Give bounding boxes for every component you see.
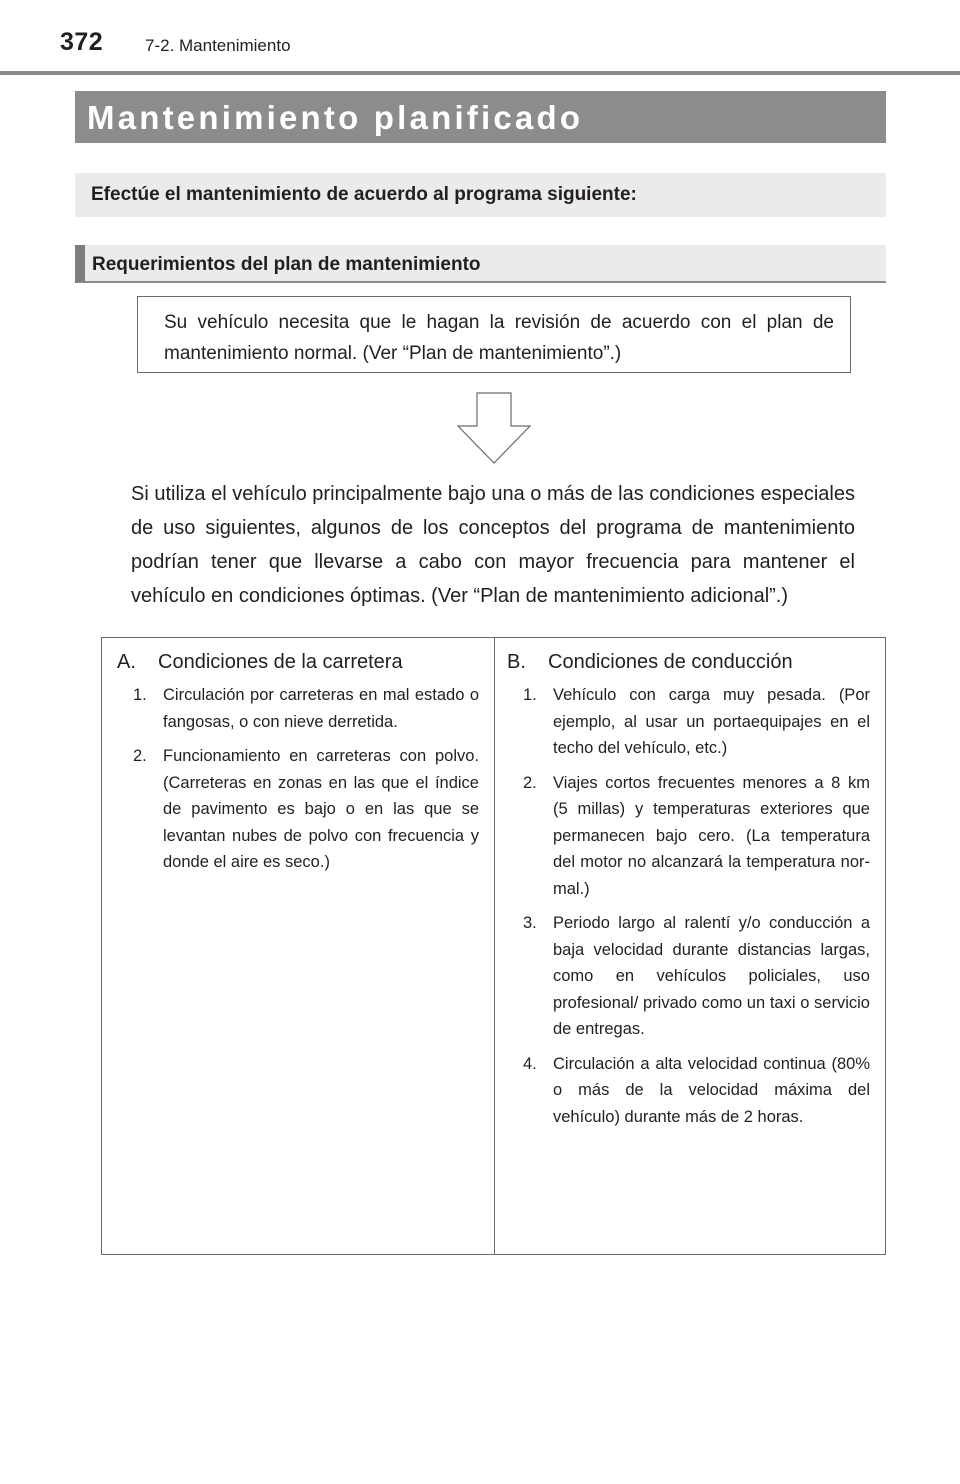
heading-text: Condiciones de conducción — [548, 651, 793, 673]
road-conditions-heading — [117, 650, 479, 682]
special-conditions-paragraph: Si utiliza el vehículo principalmente bajo una o más de las condiciones especiales de uso siguientes, algunos de los conceptos del programa de mantenimiento podrían tener que llevarse a cabo con mayor frecuencia para mantener el vehículo en condiciones óptimas. (Ver “Plan de mantenimiento adicional”.) — [131, 483, 855, 607]
down-arrow-icon — [457, 392, 531, 464]
page-title: Mantenimiento planificado — [75, 91, 886, 143]
column-divider — [494, 638, 495, 1254]
item-text: Circulación a alta velocidad continua (80% o más de la velocidad máxima del vehículo) durante más de 2 horas. — [553, 1054, 870, 1126]
item-text: Viajes cortos frecuentes menores a 8 km (5 millas) y temperaturas exteriores que permanecen bajo cero. (La temperatura del motor no alcanzará la temperatura normal.) — [553, 773, 870, 898]
list-item — [507, 682, 870, 762]
list-item — [117, 682, 479, 735]
page-number: 372 — [60, 28, 104, 56]
item-number: 4. — [523, 1054, 537, 1073]
item-number: 2. — [523, 773, 537, 792]
heading-letter: A. — [117, 651, 136, 673]
item-text: Funcionamiento en carreteras con polvo. (Carreteras en zonas en las que el índice de pavimento es bajo o en las que se levantan nubes de polvo con frecuencia y donde el aire es seco.) — [163, 747, 479, 871]
list-item — [507, 910, 870, 1043]
driving-conditions-list — [507, 682, 870, 1130]
heading-text: Condiciones de la carretera — [158, 651, 403, 673]
driving-conditions-column — [507, 638, 870, 1138]
item-text: Circulación por carreteras en mal estado o fangosas, o con nieve derretida. — [163, 686, 479, 731]
item-number: 1. — [523, 686, 537, 704]
heading-letter: B. — [507, 651, 526, 673]
item-number: 3. — [523, 914, 537, 932]
road-conditions-list — [117, 682, 479, 876]
driving-conditions-heading — [507, 650, 870, 682]
intro-banner: Efectúe el mantenimiento de acuerdo al programa siguiente: — [75, 173, 886, 217]
list-item — [507, 770, 870, 903]
normal-plan-box: Su vehículo necesita que le hagan la revisión de acuerdo con el plan de mantenimiento normal. (Ver “Plan de mantenimiento”.) — [137, 296, 851, 373]
item-number: 2. — [133, 747, 147, 765]
section-label: 7-2. Mantenimiento — [145, 36, 291, 55]
subheading: Requerimientos del plan de mantenimiento — [75, 245, 886, 283]
item-text: Vehículo con carga muy pesada. (Por ejemplo, al usar un portaequipajes en el techo del vehículo, etc.) — [553, 686, 870, 757]
item-number: 1. — [133, 686, 147, 704]
list-item — [117, 743, 479, 876]
road-conditions-column — [117, 638, 479, 884]
header-rule — [0, 71, 960, 75]
list-item — [507, 1051, 870, 1131]
item-text: Periodo largo al ralentí y/o conducción a baja velocidad durante distancias largas, como en vehículos policiales, uso profesional/ privado como un taxi o servicio de entregas. — [553, 914, 870, 1038]
conditions-table — [101, 637, 886, 1255]
